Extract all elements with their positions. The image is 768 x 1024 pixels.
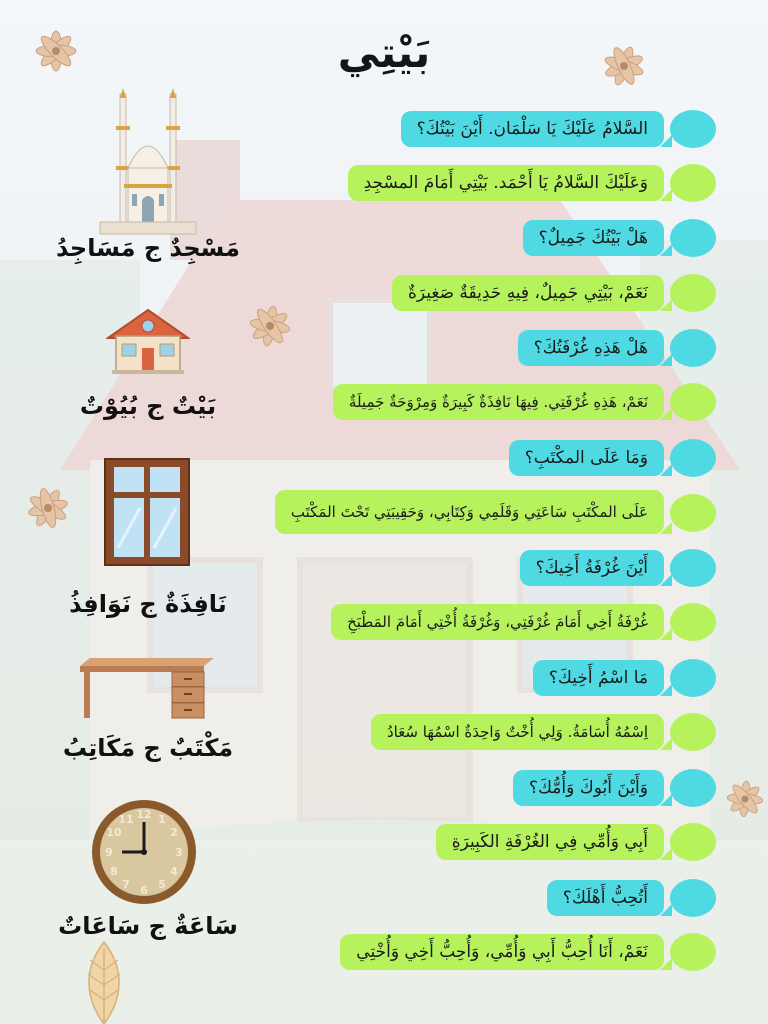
speaker-avatar-answer xyxy=(670,823,716,861)
clock-icon xyxy=(90,798,198,906)
flower-decoration-icon xyxy=(722,776,768,822)
flower-decoration-icon xyxy=(30,25,82,77)
chat-bubble-answer: غُرْفَةُ أَخِي أَمَامَ غُرْفَتِي، وَغُرْفَةُ أُخْتِي أَمَامَ المَطْبَخِ xyxy=(331,604,664,640)
chat-bubble-question: أَيْنَ غُرْفَةُ أَخِيكَ؟ xyxy=(520,550,664,586)
chat-bubble-question: وَأَيْنَ أَبُوكَ وَأُمُّكَ؟ xyxy=(513,770,664,806)
leaf-decoration-icon xyxy=(76,940,132,1024)
speaker-avatar-answer xyxy=(670,603,716,641)
svg-text:1: 1 xyxy=(158,813,166,826)
speaker-avatar-question xyxy=(670,439,716,477)
speaker-avatar-answer xyxy=(670,713,716,751)
chat-bubble-question: أَتُحِبُّ أَهْلَكَ؟ xyxy=(547,880,664,916)
vocab-label-window: نَافِذَةٌ ج نَوَافِذُ xyxy=(69,590,227,618)
svg-text:12: 12 xyxy=(136,808,152,821)
vocab-label-clock: سَاعَةٌ ج سَاعَاتٌ xyxy=(58,912,238,940)
svg-text:7: 7 xyxy=(122,878,130,891)
chat-bubble-question: هَلْ هَذِهِ غُرْفَتُكَ؟ xyxy=(518,330,664,366)
chat-bubble-answer: أَبِي وَأُمِّي فِي الغُرْفَةِ الكَبِيرَةِ xyxy=(436,824,664,860)
speaker-avatar-question xyxy=(670,879,716,917)
flower-decoration-icon xyxy=(22,482,74,534)
speaker-avatar-question xyxy=(670,659,716,697)
svg-text:8: 8 xyxy=(110,865,118,878)
mosque-icon xyxy=(98,88,198,236)
speaker-avatar-answer xyxy=(670,933,716,971)
speaker-avatar-answer xyxy=(670,274,716,312)
speaker-avatar-answer xyxy=(670,494,716,532)
page-title: بَيْتِي xyxy=(337,28,431,77)
svg-text:10: 10 xyxy=(106,826,122,839)
svg-text:4: 4 xyxy=(170,865,178,878)
svg-text:9: 9 xyxy=(105,846,113,859)
vocab-label-desk: مَكْتَبٌ ج مَكَاتِبُ xyxy=(62,734,234,762)
chat-bubble-answer: نَعَمْ، هَذِهِ غُرْفَتِي. فِيهَا نَافِذَةٌ كَبِيرَةٌ وَمِرْوَحَةٌ جَمِيلَةٌ xyxy=(333,384,664,420)
speaker-avatar-question xyxy=(670,110,716,148)
house-icon xyxy=(106,308,190,374)
chat-bubble-answer: نَعَمْ، بَيْتِي جَمِيلٌ، فِيهِ حَدِيقَةٌ صَغِيرَةٌ xyxy=(392,275,664,311)
chat-bubble-answer: نَعَمْ، أَنَا أُحِبُّ أَبِي وَأُمِّي، وَأُحِبُّ أَخِي وَأُخْتِي xyxy=(340,934,664,970)
speaker-avatar-answer xyxy=(670,164,716,202)
chat-bubble-question: وَمَا عَلَى المكْتَبِ؟ xyxy=(509,440,664,476)
chat-bubble-question: مَا اسْمُ أَخِيكَ؟ xyxy=(533,660,664,696)
speaker-avatar-question xyxy=(670,549,716,587)
svg-text:11: 11 xyxy=(118,813,134,826)
svg-text:2: 2 xyxy=(170,826,178,839)
speaker-avatar-question xyxy=(670,329,716,367)
chat-bubble-answer: اِسْمُهُ أُسَامَةُ. وَلِي أُخْتٌ وَاحِدَةٌ اسْمُهَا سُعَادُ xyxy=(371,714,664,750)
svg-text:3: 3 xyxy=(175,846,183,859)
vocab-label-house: بَيْتٌ ج بُيُوْتٌ xyxy=(79,392,217,420)
chat-bubble-answer: وَعَلَيْكَ السَّلامُ يَا أَحْمَد. بَيْتِي أَمَامَ المسْجِدِ xyxy=(348,165,664,201)
chat-bubble-question: هَلْ بَيْتُكَ جَمِيلٌ؟ xyxy=(523,220,664,256)
speaker-avatar-answer xyxy=(670,383,716,421)
speaker-avatar-question xyxy=(670,769,716,807)
flower-decoration-icon xyxy=(244,300,296,352)
desk-icon xyxy=(80,656,214,720)
speaker-avatar-question xyxy=(670,219,716,257)
flower-decoration-icon xyxy=(598,40,650,92)
window-icon xyxy=(104,458,190,566)
chat-bubble-answer: عَلَى المكْتَبِ سَاعَتِي وَقَلَمِي وَكِتَابِي، وَحَقِيبَتِي تَحْتَ المَكْتَبِ xyxy=(275,490,664,534)
svg-text:5: 5 xyxy=(158,878,166,891)
svg-text:6: 6 xyxy=(140,884,148,897)
chat-bubble-question: السَّلامُ عَلَيْكَ يَا سَلْمَان. أَيْنَ بَيْتُكَ؟ xyxy=(401,111,664,147)
vocab-label-mosque: مَسْجِدٌ ج مَسَاجِدُ xyxy=(56,234,240,262)
